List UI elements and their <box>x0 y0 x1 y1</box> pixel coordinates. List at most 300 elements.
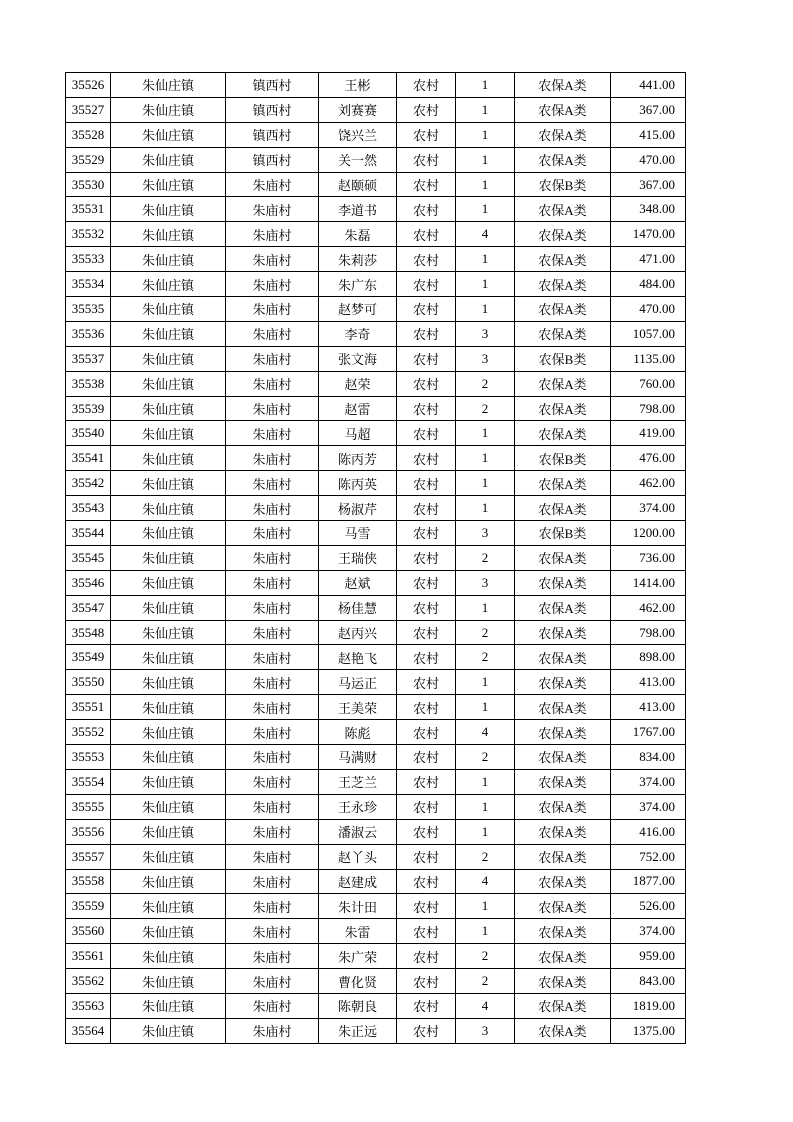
table-cell: 1877.00 <box>611 869 686 894</box>
table-cell: 农村 <box>397 819 456 844</box>
table-row <box>66 819 686 844</box>
table-cell: 农村 <box>397 172 456 197</box>
table-cell: 朱仙庄镇 <box>111 620 226 645</box>
table-cell: 赵建成 <box>319 869 397 894</box>
table-cell: 朱仙庄镇 <box>111 197 226 222</box>
table-cell: 1 <box>456 247 515 272</box>
table-cell: 陈彪 <box>319 720 397 745</box>
table-cell: 农保A类 <box>515 471 611 496</box>
table-cell: 朱广东 <box>319 272 397 297</box>
table-cell: 朱庙村 <box>226 993 319 1018</box>
table-cell: 农村 <box>397 446 456 471</box>
table-cell: 朱庙村 <box>226 794 319 819</box>
table-cell: 1 <box>456 819 515 844</box>
table-cell: 367.00 <box>611 97 686 122</box>
table-cell: 526.00 <box>611 894 686 919</box>
table-cell: 农保A类 <box>515 645 611 670</box>
table-row <box>66 247 686 272</box>
table-cell: 2 <box>456 620 515 645</box>
table-cell: 镇西村 <box>226 147 319 172</box>
table-cell: 农村 <box>397 371 456 396</box>
table-cell: 朱仙庄镇 <box>111 819 226 844</box>
table-cell: 朱庙村 <box>226 595 319 620</box>
table-cell: 1 <box>456 147 515 172</box>
table-cell: 农保A类 <box>515 794 611 819</box>
table-cell: 农保A类 <box>515 769 611 794</box>
table-cell: 朱仙庄镇 <box>111 346 226 371</box>
table-cell: 1414.00 <box>611 570 686 595</box>
table-cell: 马雪 <box>319 521 397 546</box>
table-cell: 农村 <box>397 695 456 720</box>
table-cell: 农保A类 <box>515 222 611 247</box>
table-cell: 朱仙庄镇 <box>111 471 226 496</box>
table-cell: 朱庙村 <box>226 969 319 994</box>
table-cell: 35543 <box>66 496 111 521</box>
table-cell: 朱仙庄镇 <box>111 545 226 570</box>
table-cell: 374.00 <box>611 769 686 794</box>
table-cell: 农村 <box>397 894 456 919</box>
table-cell: 朱仙庄镇 <box>111 894 226 919</box>
table-cell: 朱庙村 <box>226 247 319 272</box>
table-row <box>66 695 686 720</box>
table-row <box>66 471 686 496</box>
table-cell: 2 <box>456 396 515 421</box>
table-cell: 35555 <box>66 794 111 819</box>
table-cell: 李奇 <box>319 321 397 346</box>
table-cell: 农保A类 <box>515 122 611 147</box>
table-cell: 农保A类 <box>515 745 611 770</box>
table-cell: 35544 <box>66 521 111 546</box>
table-cell: 农村 <box>397 122 456 147</box>
table-cell: 374.00 <box>611 496 686 521</box>
table-cell: 470.00 <box>611 147 686 172</box>
table-cell: 朱仙庄镇 <box>111 496 226 521</box>
table-cell: 35564 <box>66 1018 111 1043</box>
table-cell: 朱庙村 <box>226 496 319 521</box>
table-cell: 陈朝良 <box>319 993 397 1018</box>
table-cell: 35527 <box>66 97 111 122</box>
table-cell: 413.00 <box>611 670 686 695</box>
table-cell: 朱庙村 <box>226 745 319 770</box>
table-cell: 1 <box>456 794 515 819</box>
table-cell: 农保A类 <box>515 147 611 172</box>
table-cell: 农保A类 <box>515 272 611 297</box>
table-cell: 农村 <box>397 321 456 346</box>
table-cell: 462.00 <box>611 471 686 496</box>
table-cell: 35556 <box>66 819 111 844</box>
table-cell: 1 <box>456 446 515 471</box>
table-cell: 35541 <box>66 446 111 471</box>
table-cell: 朱庙村 <box>226 894 319 919</box>
table-cell: 朱庙村 <box>226 371 319 396</box>
table-cell: 3 <box>456 346 515 371</box>
table-cell: 834.00 <box>611 745 686 770</box>
table-cell: 朱庙村 <box>226 819 319 844</box>
table-cell: 朱庙村 <box>226 844 319 869</box>
table-row <box>66 894 686 919</box>
table-cell: 农保A类 <box>515 844 611 869</box>
table-cell: 镇西村 <box>226 73 319 98</box>
table-cell: 陈丙芳 <box>319 446 397 471</box>
table-cell: 朱仙庄镇 <box>111 446 226 471</box>
table-cell: 35554 <box>66 769 111 794</box>
table-cell: 农保A类 <box>515 1018 611 1043</box>
table-cell: 35533 <box>66 247 111 272</box>
table-cell: 35536 <box>66 321 111 346</box>
table-cell: 35547 <box>66 595 111 620</box>
table-cell: 朱庙村 <box>226 521 319 546</box>
table-row <box>66 670 686 695</box>
table-cell: 4 <box>456 993 515 1018</box>
table-cell: 农村 <box>397 570 456 595</box>
table-cell: 赵颐硕 <box>319 172 397 197</box>
table-cell: 朱庙村 <box>226 421 319 446</box>
table-cell: 农保B类 <box>515 446 611 471</box>
table-cell: 1057.00 <box>611 321 686 346</box>
table-cell: 35529 <box>66 147 111 172</box>
table-cell: 1 <box>456 695 515 720</box>
table-cell: 35530 <box>66 172 111 197</box>
table-row <box>66 969 686 994</box>
table-cell: 1 <box>456 97 515 122</box>
table-cell: 416.00 <box>611 819 686 844</box>
table-cell: 农保A类 <box>515 297 611 322</box>
table-cell: 2 <box>456 944 515 969</box>
table-cell: 2 <box>456 969 515 994</box>
table-cell: 413.00 <box>611 695 686 720</box>
table-row <box>66 769 686 794</box>
table-row <box>66 297 686 322</box>
table-cell: 王美荣 <box>319 695 397 720</box>
table-cell: 朱仙庄镇 <box>111 794 226 819</box>
table-row <box>66 1018 686 1043</box>
table-cell: 马运正 <box>319 670 397 695</box>
table-row <box>66 595 686 620</box>
table-row <box>66 172 686 197</box>
table-cell: 朱庙村 <box>226 197 319 222</box>
table-cell: 朱庙村 <box>226 1018 319 1043</box>
table-cell: 赵丫头 <box>319 844 397 869</box>
table-cell: 1819.00 <box>611 993 686 1018</box>
table-cell: 朱仙庄镇 <box>111 371 226 396</box>
table-cell: 348.00 <box>611 197 686 222</box>
table-cell: 朱仙庄镇 <box>111 421 226 446</box>
table-cell: 朱仙庄镇 <box>111 521 226 546</box>
table-cell: 朱仙庄镇 <box>111 272 226 297</box>
table-cell: 367.00 <box>611 172 686 197</box>
table-cell: 农保A类 <box>515 570 611 595</box>
table-cell: 农村 <box>397 297 456 322</box>
table-cell: 1 <box>456 297 515 322</box>
table-row <box>66 321 686 346</box>
table-cell: 农保A类 <box>515 371 611 396</box>
table-cell: 3 <box>456 521 515 546</box>
table-cell: 35528 <box>66 122 111 147</box>
table-cell: 王彬 <box>319 73 397 98</box>
table-cell: 农村 <box>397 769 456 794</box>
table-cell: 4 <box>456 869 515 894</box>
table-cell: 2 <box>456 745 515 770</box>
table-cell: 朱仙庄镇 <box>111 670 226 695</box>
table-cell: 419.00 <box>611 421 686 446</box>
table-cell: 农保A类 <box>515 869 611 894</box>
table-cell: 农保A类 <box>515 73 611 98</box>
table-cell: 朱仙庄镇 <box>111 969 226 994</box>
table-cell: 朱仙庄镇 <box>111 321 226 346</box>
table-cell: 35559 <box>66 894 111 919</box>
table-row <box>66 570 686 595</box>
table-cell: 农村 <box>397 595 456 620</box>
table-cell: 35561 <box>66 944 111 969</box>
table-cell: 农村 <box>397 545 456 570</box>
table-cell: 朱庙村 <box>226 620 319 645</box>
table-cell: 35551 <box>66 695 111 720</box>
table-cell: 朱庙村 <box>226 944 319 969</box>
table-cell: 曹化贤 <box>319 969 397 994</box>
table-row <box>66 371 686 396</box>
table-row <box>66 97 686 122</box>
table-row <box>66 993 686 1018</box>
table-cell: 798.00 <box>611 396 686 421</box>
table-cell: 1200.00 <box>611 521 686 546</box>
table-row <box>66 869 686 894</box>
table-cell: 农保A类 <box>515 993 611 1018</box>
table-cell: 35560 <box>66 919 111 944</box>
table-cell: 农保A类 <box>515 496 611 521</box>
table-cell: 朱庙村 <box>226 645 319 670</box>
table-row <box>66 122 686 147</box>
table-cell: 朱仙庄镇 <box>111 595 226 620</box>
table-cell: 35532 <box>66 222 111 247</box>
table-cell: 朱广荣 <box>319 944 397 969</box>
table-cell: 35557 <box>66 844 111 869</box>
table-cell: 农村 <box>397 1018 456 1043</box>
table-cell: 镇西村 <box>226 122 319 147</box>
table-cell: 朱庙村 <box>226 769 319 794</box>
table-cell: 潘淑云 <box>319 819 397 844</box>
table-cell: 1 <box>456 122 515 147</box>
table-cell: 农村 <box>397 720 456 745</box>
table-cell: 赵丙兴 <box>319 620 397 645</box>
table-cell: 3 <box>456 570 515 595</box>
table-cell: 农村 <box>397 147 456 172</box>
table-cell: 朱仙庄镇 <box>111 396 226 421</box>
table-cell: 3 <box>456 321 515 346</box>
table-cell: 798.00 <box>611 620 686 645</box>
table-cell: 农保A类 <box>515 595 611 620</box>
table-cell: 35538 <box>66 371 111 396</box>
table-cell: 484.00 <box>611 272 686 297</box>
table-cell: 1 <box>456 919 515 944</box>
table-cell: 农村 <box>397 346 456 371</box>
table-cell: 1767.00 <box>611 720 686 745</box>
table-cell: 杨淑芹 <box>319 496 397 521</box>
table-cell: 朱仙庄镇 <box>111 993 226 1018</box>
table-cell: 朱正远 <box>319 1018 397 1043</box>
table-cell: 王永珍 <box>319 794 397 819</box>
table-cell: 朱庙村 <box>226 321 319 346</box>
table-cell: 杨佳慧 <box>319 595 397 620</box>
table-row <box>66 496 686 521</box>
table-row <box>66 346 686 371</box>
table-row <box>66 446 686 471</box>
table-cell: 朱莉莎 <box>319 247 397 272</box>
table-cell: 1 <box>456 272 515 297</box>
table-cell: 朱仙庄镇 <box>111 695 226 720</box>
table-cell: 朱庙村 <box>226 670 319 695</box>
table-cell: 441.00 <box>611 73 686 98</box>
table-cell: 农村 <box>397 197 456 222</box>
table-cell: 朱仙庄镇 <box>111 122 226 147</box>
table-cell: 农保A类 <box>515 545 611 570</box>
table-row <box>66 147 686 172</box>
table-cell: 朱仙庄镇 <box>111 720 226 745</box>
table-cell: 农保A类 <box>515 695 611 720</box>
table-cell: 农保A类 <box>515 969 611 994</box>
table-cell: 朱庙村 <box>226 919 319 944</box>
table-cell: 朱仙庄镇 <box>111 247 226 272</box>
table-cell: 农村 <box>397 745 456 770</box>
table-row <box>66 396 686 421</box>
table-row <box>66 421 686 446</box>
table-cell: 959.00 <box>611 944 686 969</box>
table-cell: 朱仙庄镇 <box>111 570 226 595</box>
table-cell: 农村 <box>397 620 456 645</box>
table-cell: 朱仙庄镇 <box>111 222 226 247</box>
table-cell: 朱仙庄镇 <box>111 297 226 322</box>
table-row <box>66 919 686 944</box>
table-cell: 朱仙庄镇 <box>111 1018 226 1043</box>
table-cell: 农村 <box>397 421 456 446</box>
table-cell: 农保A类 <box>515 247 611 272</box>
table-cell: 马超 <box>319 421 397 446</box>
table-row <box>66 745 686 770</box>
table-row <box>66 73 686 98</box>
table-cell: 1 <box>456 197 515 222</box>
table-cell: 朱仙庄镇 <box>111 919 226 944</box>
table-cell: 朱庙村 <box>226 545 319 570</box>
table-row <box>66 844 686 869</box>
table-cell: 898.00 <box>611 645 686 670</box>
table-cell: 415.00 <box>611 122 686 147</box>
table-cell: 35539 <box>66 396 111 421</box>
table-cell: 农保A类 <box>515 720 611 745</box>
table-cell: 35534 <box>66 272 111 297</box>
table-cell: 朱仙庄镇 <box>111 869 226 894</box>
table-cell: 朱庙村 <box>226 346 319 371</box>
table-cell: 农保A类 <box>515 944 611 969</box>
table-cell: 35548 <box>66 620 111 645</box>
table-cell: 1 <box>456 894 515 919</box>
table-cell: 朱仙庄镇 <box>111 844 226 869</box>
table-cell: 农保A类 <box>515 197 611 222</box>
table-cell: 朱仙庄镇 <box>111 172 226 197</box>
table-cell: 农保A类 <box>515 421 611 446</box>
table-cell: 朱仙庄镇 <box>111 147 226 172</box>
table-cell: 1 <box>456 670 515 695</box>
table-cell: 朱雷 <box>319 919 397 944</box>
table-row <box>66 645 686 670</box>
table-cell: 农村 <box>397 670 456 695</box>
table-row <box>66 944 686 969</box>
table-cell: 35553 <box>66 745 111 770</box>
table-cell: 关一然 <box>319 147 397 172</box>
table-cell: 农村 <box>397 993 456 1018</box>
table-cell: 赵艳飞 <box>319 645 397 670</box>
table-row <box>66 272 686 297</box>
table-cell: 35552 <box>66 720 111 745</box>
table-cell: 农村 <box>397 521 456 546</box>
table-cell: 462.00 <box>611 595 686 620</box>
table-cell: 35545 <box>66 545 111 570</box>
table-row <box>66 521 686 546</box>
table-cell: 马满财 <box>319 745 397 770</box>
table-cell: 朱仙庄镇 <box>111 769 226 794</box>
table-cell: 王瑞侠 <box>319 545 397 570</box>
table-cell: 470.00 <box>611 297 686 322</box>
table-cell: 35546 <box>66 570 111 595</box>
table-cell: 农村 <box>397 496 456 521</box>
table-cell: 赵斌 <box>319 570 397 595</box>
table-cell: 朱计田 <box>319 894 397 919</box>
table-cell: 农村 <box>397 969 456 994</box>
table-cell: 2 <box>456 844 515 869</box>
table-cell: 1470.00 <box>611 222 686 247</box>
table-cell: 1 <box>456 496 515 521</box>
table-cell: 农村 <box>397 396 456 421</box>
table-cell: 朱庙村 <box>226 222 319 247</box>
table-cell: 镇西村 <box>226 97 319 122</box>
table-row <box>66 545 686 570</box>
table-cell: 1375.00 <box>611 1018 686 1043</box>
table-cell: 朱磊 <box>319 222 397 247</box>
table-cell: 农保A类 <box>515 894 611 919</box>
table-cell: 736.00 <box>611 545 686 570</box>
table-cell: 农村 <box>397 471 456 496</box>
table-cell: 农保A类 <box>515 97 611 122</box>
table-cell: 农村 <box>397 222 456 247</box>
table-cell: 张文海 <box>319 346 397 371</box>
table-cell: 374.00 <box>611 919 686 944</box>
table-cell: 农保B类 <box>515 346 611 371</box>
table-cell: 35549 <box>66 645 111 670</box>
table-cell: 赵荣 <box>319 371 397 396</box>
table-cell: 农保B类 <box>515 172 611 197</box>
table-cell: 李道书 <box>319 197 397 222</box>
table-cell: 农村 <box>397 272 456 297</box>
table-cell: 农村 <box>397 73 456 98</box>
table-cell: 朱庙村 <box>226 869 319 894</box>
table-cell: 35542 <box>66 471 111 496</box>
table-cell: 476.00 <box>611 446 686 471</box>
table-cell: 农村 <box>397 247 456 272</box>
table-cell: 2 <box>456 545 515 570</box>
table-row <box>66 720 686 745</box>
table-cell: 农村 <box>397 869 456 894</box>
table-cell: 朱仙庄镇 <box>111 97 226 122</box>
table-cell: 朱庙村 <box>226 172 319 197</box>
table-cell: 饶兴兰 <box>319 122 397 147</box>
table-cell: 农保A类 <box>515 396 611 421</box>
table-cell: 1 <box>456 421 515 446</box>
table-cell: 赵梦可 <box>319 297 397 322</box>
table-cell: 35540 <box>66 421 111 446</box>
table-cell: 2 <box>456 645 515 670</box>
table-cell: 35526 <box>66 73 111 98</box>
table-cell: 朱庙村 <box>226 297 319 322</box>
table-cell: 1 <box>456 73 515 98</box>
table-cell: 35535 <box>66 297 111 322</box>
